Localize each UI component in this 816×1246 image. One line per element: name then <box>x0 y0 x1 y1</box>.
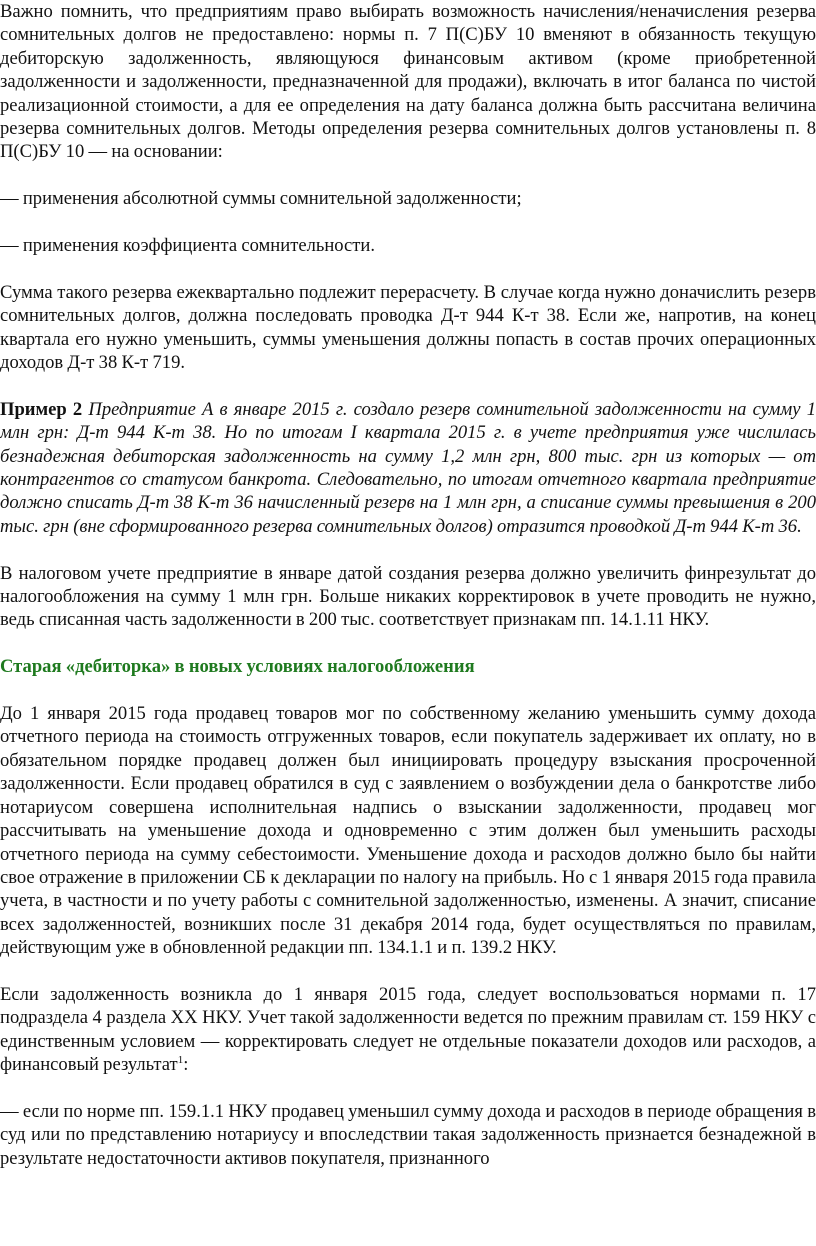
paragraph-old-debt <box>0 983 816 1077</box>
list-item-court: — если по норме пп. 159.1.1 НКУ продавец уменьшил сумму дохода и расходов в периоде обращения в суд или по представлению нотариусу и впоследствии такая задолженность признается безнадежной в результате недостаточности активов покупателя, признанного <box>0 1100 816 1169</box>
paragraph-old-debt-text: Если задолженность возникла до 1 января 2015 года, следует воспользоваться нормами п. 17 подраздела 4 раздела XX НКУ. Учет такой задолженности ведется по прежним правилам ст. 159 НКУ с единственным условием — корректировать следует не отдельные показатели доходов или расходов, а финансовый результат <box>0 983 816 1076</box>
paragraph-old-debt-end: : <box>183 1054 189 1076</box>
footnote-marker: 1 <box>177 1053 184 1066</box>
section-heading: Старая «дебиторка» в новых условиях налогообложения <box>0 656 475 678</box>
paragraph-before-2015: До 1 января 2015 года продавец товаров мог по собственному желанию уменьшить сумму дохода отчетного периода на стоимость отгруженных товаров, если покупатель задерживает их оплату, но в обязательном порядке продавец должен был инициировать процедуру взыскания просроченной задолженности. Если продавец обратился в суд с заявлением о возбуждении дела о банкротстве либо нотариусом совершена исполнительная надпись о взыскании задолженности, продавец мог рассчитывать на уменьшение дохода и одновременно с этим должен был уменьшить расходы отчетного периода на сумму себестоимости. Уменьшение дохода и расходов должно было бы найти свое отражение в приложении СБ к декларации по налогу на прибыль. Но с 1 января 2015 года правила учета, в частности и по учету работы с сомнительной задолженностью, изменены. А значит, списание всех задолженностей, возникших после 31 декабря 2014 года, будет осуществляться по правилам, действующим уже в обновленной редакции пп. 134.1.1 и п. 139.2 НКУ. <box>0 703 816 959</box>
list-item-coefficient: — применения коэффициента сомнительности. <box>0 235 376 257</box>
paragraph-intro: Важно помнить, что предприятиям право выбирать возможность начисления/неначисления резерва сомнительных долгов не предоставлено: нормы п. 7 П(С)БУ 10 вменяют в обязанность текущую дебиторскую задолженность, являющуюся финансовым активом (кроме приобретенной задолженности и задолженности, предназначенной для продажи), включать в итог баланса по чистой реализационной стоимости, а для ее определения на дату баланса должна быть рассчитана величина резерва сомнительных долгов. Методы определения резерва сомнительных долгов установлены п. 8 П(С)БУ 10 — на основании: <box>0 1 816 163</box>
example-label: Пример 2 <box>0 398 83 420</box>
list-item-absolute-sum: — применения абсолютной суммы сомнительной задолженности; <box>0 188 522 210</box>
paragraph-tax-accounting: В налоговом учете предприятие в январе датой создания резерва должно увеличить финрезультат до налогообложения на сумму 1 млн грн. Больше никаких корректировок в учете проводить не нужно, ведь списанная часть задолженности в 200 тыс. соответствует признакам пп. 14.1.11 НКУ. <box>0 562 816 631</box>
paragraph-recalculation: Сумма такого резерва ежеквартально подлежит перерасчету. В случае когда нужно доначислить резерв сомнительных долгов, должна последовать проводка Д-т 944 К-т 38. Если же, напротив, на конец квартала его нужно уменьшить, суммы уменьшения должны попасть в состав прочих операционных доходов Д-т 38 К-т 719. <box>0 281 816 374</box>
example-text: Предприятие А в январе 2015 г. создало резерв сомнительной задолженности на сумму 1 млн грн: Д-т 944 К-т 38. Но по итогам I квартала 2015 г. в учете предприятия уже числилась безнадежная дебиторская задолженность на сумму 1,2 млн грн, 800 тыс. грн из которых — от контрагентов со статусом банкрота. Следовательно, по итогам отчетного квартала предприятие должно списать Д-т 38 К-т 36 начисленный резерв на 1 млн грн, а списание суммы превышения в 200 тыс. грн (вне сформированного резерва сомнительных долгов) отразится проводкой Д-т 944 К-т 36. <box>0 398 816 537</box>
paragraph-example <box>0 398 816 538</box>
